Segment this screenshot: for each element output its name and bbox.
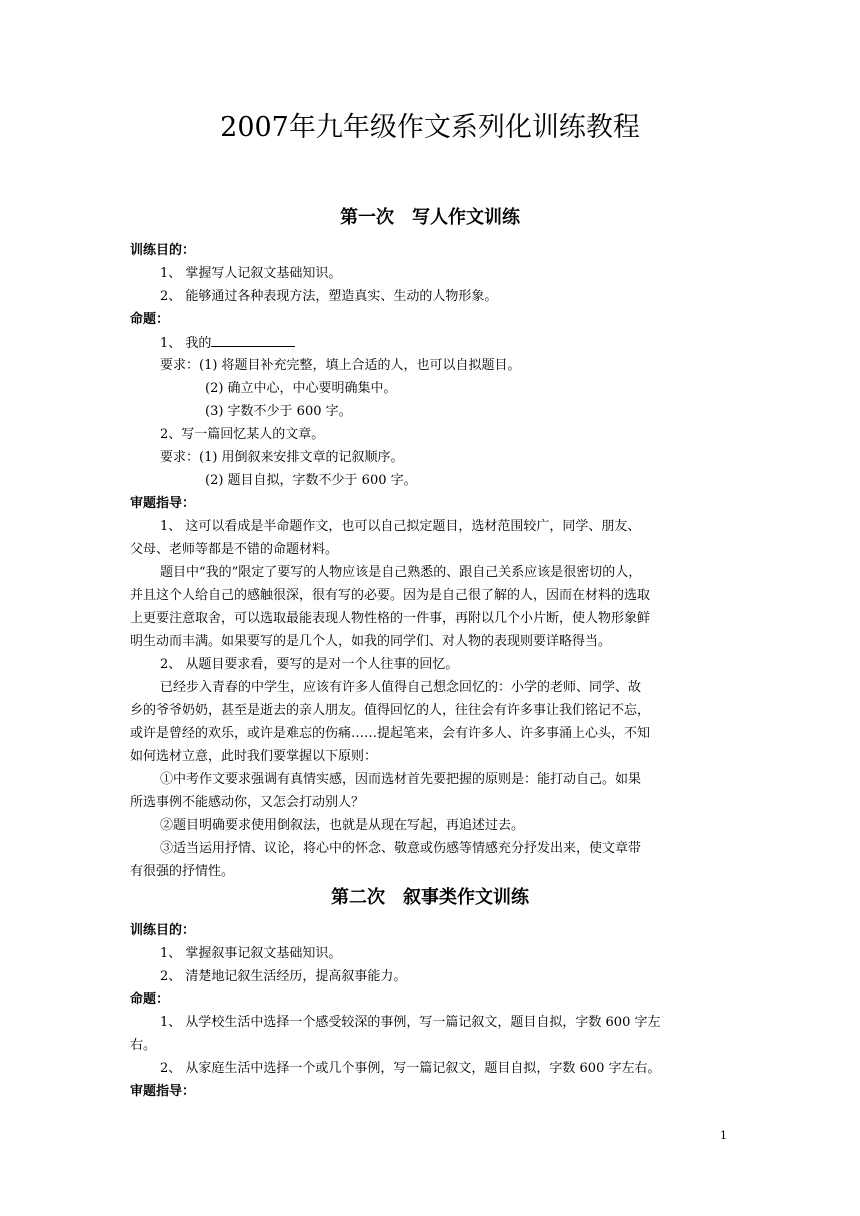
section-2-topic-2: 2、 从家庭生活中选择一个或几个事例，写一篇记叙文，题目自拟，字数 600 字左右。 [160,1061,661,1076]
section-1-topic-2-req-1: 要求：(1) 用倒叙来安排文章的记叙顺序。 [160,450,404,465]
guide-line: 有很强的抒情性。 [130,864,235,879]
section-1-topic-req-2: (2) 确立中心，中心要明确集中。 [205,381,397,396]
section-1-topic-req-1: 要求：(1) 将题目补充完整，填上合适的人，也可以自拟题目。 [160,358,521,373]
guide-line: 上更要注意取舍，可以选取最能表现人物性格的一件事，再附以几个小片断，使人物形象鲜 [130,611,651,626]
section-1-goal-2: 2、 能够通过各种表现方法，塑造真实、生动的人物形象。 [160,289,498,304]
section-1-topic-req-3: (3) 字数不少于 600 字。 [205,404,352,419]
section-2-goal-1: 1、 掌握叙事记叙文基础知识。 [160,946,342,961]
section-2-heading: 第二次 叙事类作文训练 [331,887,529,908]
section-1-topic-2: 2、写一篇回忆某人的文章。 [160,427,325,442]
guide-line: 并且这个人给自己的感触很深，很有写的必要。因为是自己很了解的人，因而在材料的选取 [130,588,651,603]
section-2-goal-label: 训练目的： [130,923,196,938]
guide-line: 题目中“我的”限定了要写的人物应该是自己熟悉的、跟自己关系应该是很密切的人， [160,565,642,580]
section-1-goal-1: 1、 掌握写人记叙文基础知识。 [160,266,342,281]
section-1-heading: 第一次 写人作文训练 [340,207,520,228]
section-1-topic-label: 命题： [130,312,170,327]
guide-line: 或许是曾经的欢乐，或许是难忘的伤痛……提起笔来，会有许多人、许多事涌上心头，不知 [130,726,651,741]
guide-line: 2、 从题目要求看，要写的是对一个人往事的回忆。 [160,657,459,672]
guide-line: 已经步入青春的中学生，应该有许多人值得自己想念回忆的：小学的老师、同学、故 [160,680,642,695]
guide-line: ①中考作文要求强调有真情实感，因而选材首先要把握的原则是：能打动自己。如果 [160,772,642,787]
guide-line: 1、 这可以看成是半命题作文，也可以自己拟定题目，选材范围较广，同学、朋友、 [160,519,641,534]
section-2-topic-label: 命题： [130,992,170,1007]
section-1-guide-label: 审题指导： [130,496,196,511]
guide-line: 所选事例不能感动你，又怎会打动别人？ [130,795,365,810]
section-1-topic-2-req-2: (2) 题目自拟，字数不少于 600 字。 [205,473,417,488]
document-title: 2007年九年级作文系列化训练教程 [220,112,640,143]
section-1-topic-1: 1、 我的 [160,332,295,355]
section-2-guide-label: 审题指导： [130,1084,196,1099]
guide-line: ③适当运用抒情、议论，将心中的怀念、敬意或伤感等情感充分抒发出来，使文章带 [160,841,642,856]
guide-line: 父母、老师等都是不错的命题材料。 [130,542,339,557]
guide-line: 乡的爷爷奶奶，甚至是逝去的亲人朋友。值得回忆的人，往往会有许多事让我们铭记不忘， [130,703,651,718]
section-1-goal-label: 训练目的： [130,243,196,258]
guide-line: 如何选材立意，此时我们要掌握以下原则： [130,749,378,764]
fill-in-blank [211,332,295,347]
section-2-goal-2: 2、 清楚地记叙生活经历，提高叙事能力。 [160,969,407,984]
section-2-topic-1: 1、 从学校生活中选择一个感受较深的事例，写一篇记叙文，题目自拟，字数 600 字左 [160,1015,661,1030]
page-number: 1 [720,1129,727,1142]
guide-line: ②题目明确要求使用倒叙法，也就是从现在写起，再追述过去。 [160,818,525,833]
section-2-topic-1-cont: 右。 [130,1038,157,1053]
guide-line: 明生动而丰满。如果要写的是几个人，如我的同学们、对人物的表现则要详略得当。 [130,634,612,649]
